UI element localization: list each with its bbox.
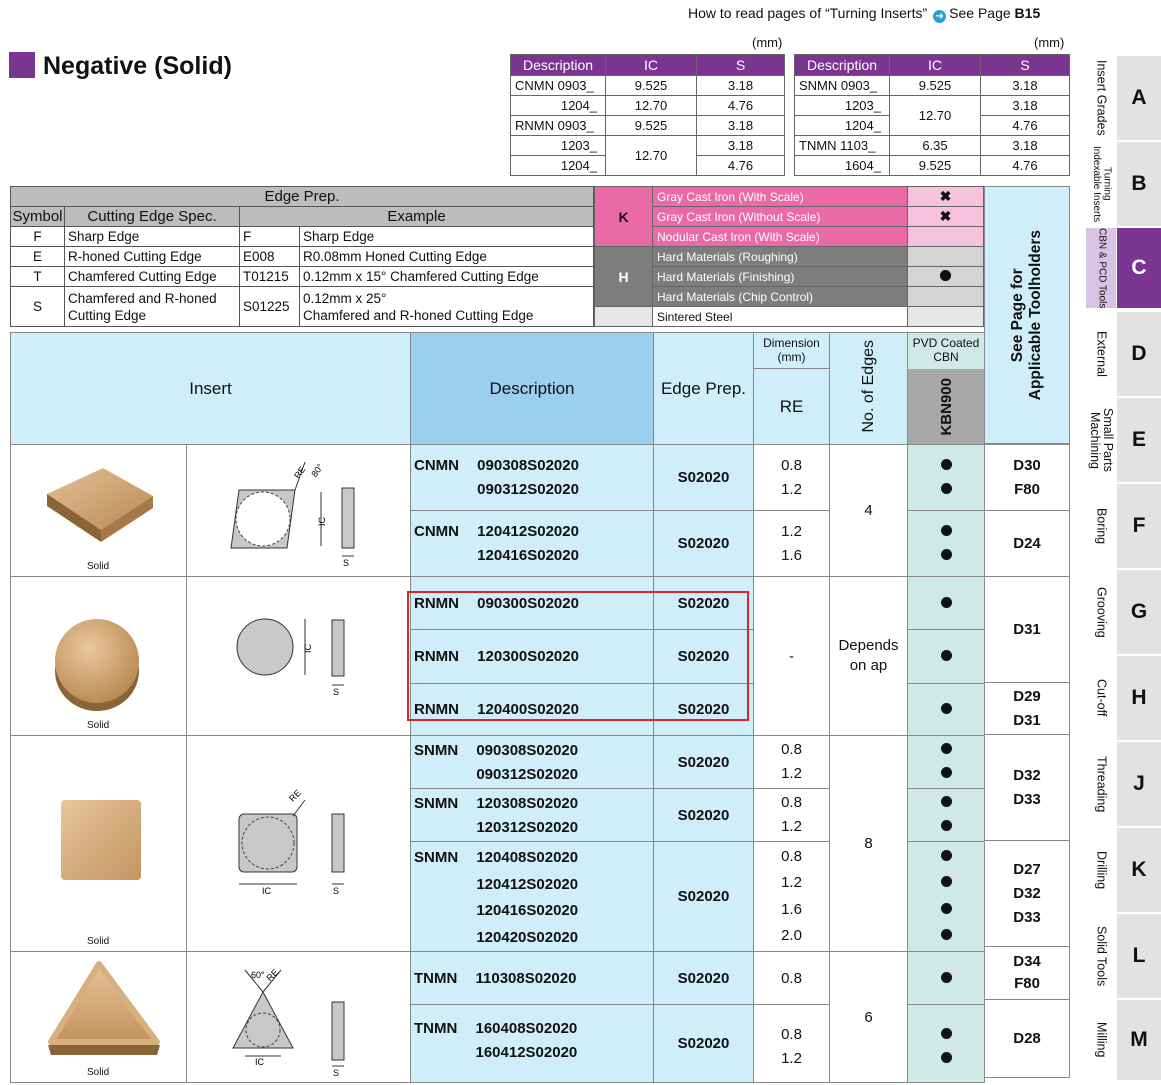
re-value: 1.6 — [781, 900, 802, 918]
side-tab-label-k: Drilling — [1094, 850, 1109, 890]
insert-label: Solid — [87, 720, 110, 731]
re-value: 0.8 — [781, 1025, 802, 1043]
snmn-insert-photo — [11, 738, 187, 950]
dims-ic: 9.525 — [606, 76, 697, 96]
snmn-diagram — [187, 738, 411, 950]
edge-col-example: Example — [240, 207, 594, 227]
group-k: K — [595, 187, 653, 247]
availability-dot-icon — [941, 903, 952, 914]
dims-desc: 1203_ — [795, 96, 890, 116]
side-tab-d[interactable]: D — [1117, 312, 1161, 396]
dims-left-col-desc: Description — [511, 55, 606, 76]
toolholder-page-link[interactable]: D32 — [1013, 884, 1041, 902]
availability-dot-icon — [941, 1028, 952, 1039]
material-k-1: Gray Cast Iron (Without Scale) — [653, 207, 908, 227]
material-h-0: Hard Materials (Roughing) — [653, 247, 908, 267]
desc-prefix: SNMN — [414, 849, 459, 866]
material-h-1: Hard Materials (Finishing) — [653, 267, 908, 287]
rnmn-diagram — [187, 577, 411, 735]
group-h: H — [595, 247, 653, 307]
dims-right-col-s: S — [981, 55, 1070, 76]
re-value: 0.8 — [781, 794, 802, 811]
diagram-label-re: RE — [287, 787, 304, 804]
availability-dot-icon — [941, 767, 952, 778]
insert-photo-cnmn — [11, 445, 187, 577]
cnmn-diagram — [187, 446, 411, 576]
half-circle-symbol-icon — [940, 270, 951, 281]
edge-col-spec: Cutting Edge Spec. — [65, 207, 240, 227]
desc-code: 120416S02020 — [477, 547, 579, 564]
see-page-header-line1: See Page for — [1009, 268, 1026, 362]
insert-photo-tnmn — [11, 952, 187, 1083]
material-table — [594, 186, 984, 327]
availability-dot-icon — [941, 483, 952, 494]
edges-value: 8 — [830, 736, 908, 952]
edge-example: R0.08mm Honed Cutting Edge — [300, 247, 594, 267]
edge-prep-value: S02020 — [654, 683, 754, 735]
dims-desc: TNMN 1103_ — [795, 136, 890, 156]
availability-dot-icon — [941, 1052, 952, 1063]
side-tab-label-e: Small Parts Machining — [1088, 408, 1116, 472]
edge-example: 0.12mm x 25° — [303, 290, 387, 306]
side-tab-b[interactable]: B — [1117, 142, 1161, 226]
dims-desc: RNMN 0903_ — [511, 116, 606, 136]
edge-code: E008 — [240, 247, 300, 267]
reading-guide-text: How to read pages of “Turning Inserts” — [688, 5, 928, 21]
desc-prefix: TNMN — [414, 1020, 458, 1037]
dims-left-unit: (mm) — [752, 35, 783, 50]
diagram-label-ic: IC — [255, 1057, 264, 1067]
dims-desc: 1204_ — [795, 116, 890, 136]
page-title: Negative (Solid) — [43, 52, 232, 80]
col-re: RE — [779, 396, 804, 416]
diagram-label-ic: IC — [262, 885, 271, 896]
desc-code: 120412S02020 — [477, 523, 579, 540]
side-tab-label-l: Solid Tools — [1094, 925, 1109, 987]
col-pvd: PVD Coated — [912, 336, 980, 350]
edge-code: F — [240, 227, 300, 247]
cell-h-1 — [908, 267, 984, 287]
material-h-2: Hard Materials (Chip Control) — [653, 287, 908, 307]
dims-ic: 9.525 — [890, 76, 981, 96]
edge-code: S01225 — [240, 287, 300, 327]
product-table — [10, 332, 985, 1083]
edge-spec: Chamfered Cutting Edge — [65, 267, 240, 287]
desc-code: 120308S02020 — [476, 795, 579, 812]
availability-dot-icon — [941, 459, 952, 470]
see-page-header-line2: Applicable Toolholders — [1027, 229, 1044, 401]
side-tab-e[interactable]: E — [1117, 398, 1161, 482]
availability-dot-icon — [941, 820, 952, 831]
material-k-2: Nodular Cast Iron (With Scale) — [653, 227, 908, 247]
desc-prefix: TNMN — [414, 969, 458, 987]
edges-value: 6 — [830, 952, 908, 1083]
diagram-snmn — [187, 736, 411, 952]
diagram-label-s: S — [333, 885, 340, 896]
dims-left-col-s: S — [697, 55, 785, 76]
edge-spec: Sharp Edge — [65, 227, 240, 247]
dims-left-table — [510, 54, 785, 176]
diagram-cnmn — [187, 445, 411, 577]
edge-prep-value: S02020 — [654, 736, 754, 789]
availability-dot-icon — [941, 743, 952, 754]
edge-example: Sharp Edge — [300, 227, 594, 247]
cell-k-0 — [908, 187, 984, 207]
toolholder-page-column — [984, 444, 1070, 1078]
edge-example: 0.12mm x 15° Chamfered Cutting Edge — [300, 267, 594, 287]
side-tab-label-g: Grooving — [1094, 586, 1109, 638]
desc-code: 110308S02020 — [475, 969, 577, 987]
toolholder-page-link[interactable]: D34 — [1013, 953, 1041, 970]
side-tab-label-h: Cut-off — [1094, 679, 1109, 717]
re-value: 1.2 — [781, 874, 802, 891]
dims-desc: 1604_ — [795, 156, 890, 176]
side-tab-m[interactable]: M — [1117, 1000, 1161, 1080]
arrow-circle-icon: ➜ — [933, 10, 946, 23]
insert-label: Solid — [87, 1067, 110, 1078]
edge-symbol: T — [11, 267, 65, 287]
availability-dot-icon — [941, 597, 952, 608]
re-value: 1.2 — [781, 1049, 802, 1067]
diagram-label-angle: 60° — [251, 970, 265, 980]
desc-code: 160408S02020 — [475, 1020, 578, 1037]
side-tab-k[interactable]: K — [1117, 828, 1161, 912]
toolholder-page-link[interactable]: D33 — [1013, 790, 1041, 808]
see-page-label: See Page — [949, 5, 1011, 21]
dims-s: 3.18 — [697, 76, 785, 96]
dims-right-unit: (mm) — [1034, 35, 1065, 50]
availability-dot-icon — [941, 796, 952, 807]
dims-s: 4.76 — [697, 96, 785, 116]
re-value: 0.8 — [781, 847, 802, 865]
edge-spec-line2: Cutting Edge — [68, 307, 147, 323]
edge-spec: R-honed Cutting Edge — [65, 247, 240, 267]
tnmn-diagram — [187, 952, 411, 1082]
side-tab-c[interactable]: C — [1117, 228, 1161, 308]
dims-desc: SNMN 0903_ — [795, 76, 890, 96]
insert-photo-snmn — [11, 736, 187, 952]
edge-symbol: S — [11, 287, 65, 327]
edge-prep-value: S02020 — [654, 630, 754, 683]
side-tab-label-c: CBN & PCD Tools — [1086, 228, 1116, 308]
side-tab-label-b: Turning Indexable Inserts — [1091, 145, 1113, 223]
desc-prefix: SNMN — [414, 795, 459, 812]
toolholder-page-link[interactable]: D33 — [1013, 908, 1041, 926]
availability-dot-icon — [941, 876, 952, 887]
desc-prefix: CNMN — [414, 523, 459, 540]
dims-s: 3.18 — [697, 136, 785, 156]
desc-prefix: RNMN — [414, 647, 459, 665]
desc-code: 090308S02020 — [477, 457, 579, 474]
cell-k-1 — [908, 207, 984, 227]
desc-code: 090308S02020 — [476, 742, 579, 759]
availability-dot-icon — [941, 850, 952, 861]
col-dimension: Dimension — [763, 336, 820, 350]
dims-s: 4.76 — [981, 116, 1070, 136]
dims-s: 3.18 — [981, 136, 1070, 156]
side-tab-a[interactable]: A — [1117, 56, 1161, 140]
side-tab-g[interactable]: G — [1117, 570, 1161, 654]
edge-prep-value: S02020 — [654, 445, 754, 511]
availability-dot-icon — [941, 703, 952, 714]
desc-code: 120412S02020 — [476, 875, 579, 893]
dims-ic: 12.70 — [606, 96, 697, 116]
dims-ic: 9.525 — [890, 156, 981, 176]
title-square-icon — [9, 52, 35, 78]
desc-prefix: SNMN — [414, 742, 459, 759]
re-value: 1.2 — [781, 522, 802, 540]
edge-prep-table — [10, 186, 594, 327]
cell-h-0 — [908, 247, 984, 267]
insert-photo-rnmn — [11, 577, 187, 736]
diagram-label-re: RE — [292, 463, 308, 480]
diagram-label-ic: IC — [303, 644, 313, 653]
material-other: Sintered Steel — [653, 307, 908, 327]
availability-dot-icon — [941, 650, 952, 661]
col-cbn: CBN — [933, 350, 959, 364]
diagram-tnmn — [187, 952, 411, 1083]
diagram-label-s: S — [333, 1068, 340, 1078]
dims-ic: 12.70 — [890, 96, 981, 136]
re-value: - — [754, 577, 830, 736]
dims-ic: 6.35 — [890, 136, 981, 156]
desc-code: 160412S02020 — [475, 1044, 578, 1061]
cross-symbol-icon: ✖ — [939, 208, 952, 224]
diagram-label-s: S — [333, 687, 340, 697]
cnmn-insert-photo — [11, 446, 187, 576]
edge-prep-value: S02020 — [654, 511, 754, 577]
side-tab-label-a: Insert Grades — [1094, 60, 1109, 136]
side-tab-j[interactable]: J — [1117, 742, 1161, 826]
side-tab-label-j: Threading — [1094, 755, 1109, 813]
diagram-label-ic: IC — [317, 516, 327, 526]
toolholder-page-link[interactable]: D24 — [985, 511, 1070, 577]
desc-code: 120416S02020 — [476, 902, 579, 919]
desc-code: 120312S02020 — [476, 819, 579, 836]
diagram-rnmn — [187, 577, 411, 736]
side-tab-l[interactable]: L — [1117, 914, 1161, 998]
edge-symbol: E — [11, 247, 65, 267]
desc-code: 120400S02020 — [477, 700, 579, 718]
dims-s: 3.18 — [981, 96, 1070, 116]
toolholder-page-link[interactable]: D29 — [1013, 687, 1041, 705]
desc-code: 090300S02020 — [477, 594, 579, 612]
toolholder-page-link[interactable]: F80 — [1014, 480, 1040, 498]
edges-value-line2: on ap — [849, 657, 888, 674]
desc-code: 090312S02020 — [477, 481, 579, 498]
re-value: 2.0 — [781, 927, 802, 944]
desc-code: 120300S02020 — [477, 647, 579, 665]
col-edges: No. of Edges — [859, 340, 877, 433]
edges-value: Depends — [838, 637, 899, 654]
diagram-label-s: S — [343, 557, 350, 568]
edge-prep-value: S02020 — [654, 952, 754, 1005]
dims-right-col-desc: Description — [795, 55, 890, 76]
col-insert: Insert — [11, 333, 411, 445]
dims-ic: 9.525 — [606, 116, 697, 136]
dims-left-col-ic: IC — [606, 55, 697, 76]
re-value: 1.2 — [781, 480, 802, 498]
desc-prefix: CNMN — [414, 457, 459, 474]
reading-guide-note — [688, 5, 1040, 23]
cross-symbol-icon: ✖ — [939, 188, 952, 204]
availability-dot-icon — [941, 549, 952, 560]
desc-code: 090312S02020 — [476, 766, 579, 783]
re-value: 0.8 — [754, 952, 830, 1005]
desc-prefix: RNMN — [414, 594, 459, 612]
side-tab-label-f: Boring — [1094, 507, 1109, 545]
edge-prep-title: Edge Prep. — [11, 187, 594, 207]
side-tab-h[interactable]: H — [1117, 656, 1161, 740]
availability-dot-icon — [941, 972, 952, 983]
toolholder-page-link[interactable]: D31 — [1013, 711, 1041, 729]
dims-s: 3.18 — [981, 76, 1070, 96]
dims-desc: CNMN 0903_ — [511, 76, 606, 96]
dims-s: 4.76 — [697, 156, 785, 176]
dims-s: 3.18 — [697, 116, 785, 136]
see-page-link[interactable]: B15 — [1014, 5, 1041, 21]
col-edge-prep: Edge Prep. — [654, 333, 754, 445]
col-grade: KBN900 — [937, 377, 955, 436]
desc-code: 120420S02020 — [476, 928, 579, 946]
availability-dot-icon — [941, 525, 952, 536]
see-page-header — [984, 186, 1070, 444]
side-tab-label-m: Milling — [1094, 1022, 1109, 1058]
edge-prep-value: S02020 — [654, 1005, 754, 1083]
tnmn-insert-photo — [11, 952, 187, 1082]
dims-s: 4.76 — [981, 156, 1070, 176]
re-value: 1.2 — [781, 818, 802, 835]
dims-right-table — [794, 54, 1070, 176]
desc-prefix: RNMN — [414, 700, 459, 718]
dims-desc: 1204_ — [511, 156, 606, 176]
toolholder-page-link[interactable]: D28 — [985, 1000, 1070, 1078]
availability-dot-icon — [941, 929, 952, 940]
rnmn-insert-photo — [11, 577, 187, 735]
toolholder-page-link[interactable]: D31 — [985, 577, 1070, 683]
edge-prep-value: S02020 — [654, 842, 754, 952]
re-value: 1.2 — [781, 765, 802, 782]
material-k-0: Gray Cast Iron (With Scale) — [653, 187, 908, 207]
cell-h-2 — [908, 287, 984, 307]
toolholder-page-link[interactable]: D27 — [1013, 860, 1041, 878]
dims-ic: 12.70 — [606, 136, 697, 176]
edge-prep-value: S02020 — [654, 789, 754, 842]
cell-other — [908, 307, 984, 327]
side-tab-f[interactable]: F — [1117, 484, 1161, 568]
toolholder-page-link[interactable]: F80 — [1014, 975, 1040, 992]
dims-desc: 1204_ — [511, 96, 606, 116]
re-value: 0.8 — [781, 741, 802, 758]
page-title-block — [9, 52, 232, 81]
dims-desc: 1203_ — [511, 136, 606, 156]
cell-k-2 — [908, 227, 984, 247]
edge-symbol: F — [11, 227, 65, 247]
insert-label: Solid — [87, 561, 110, 572]
edge-prep-value: S02020 — [654, 577, 754, 630]
edge-example-line2: Chamfered and R-honed Cutting Edge — [303, 307, 534, 323]
desc-code: 120408S02020 — [476, 849, 579, 866]
diagram-label-re: RE — [264, 967, 281, 984]
diagram-label-angle: 80° — [309, 461, 326, 479]
re-value: 0.8 — [781, 456, 802, 474]
toolholder-page-link[interactable]: D32 — [1013, 766, 1041, 784]
edges-value: 4 — [830, 445, 908, 577]
edge-spec: Chamfered and R-honed — [68, 290, 217, 306]
edge-col-symbol: Symbol — [12, 208, 63, 225]
re-value: 1.6 — [781, 546, 802, 564]
dims-right-col-ic: IC — [890, 55, 981, 76]
toolholder-page-link[interactable]: D30 — [1013, 456, 1041, 474]
edge-code: T01215 — [240, 267, 300, 287]
col-dimension-unit: (mm) — [777, 350, 806, 364]
col-description: Description — [411, 333, 654, 445]
insert-label: Solid — [87, 936, 110, 947]
side-tab-label-d: External — [1094, 331, 1109, 377]
